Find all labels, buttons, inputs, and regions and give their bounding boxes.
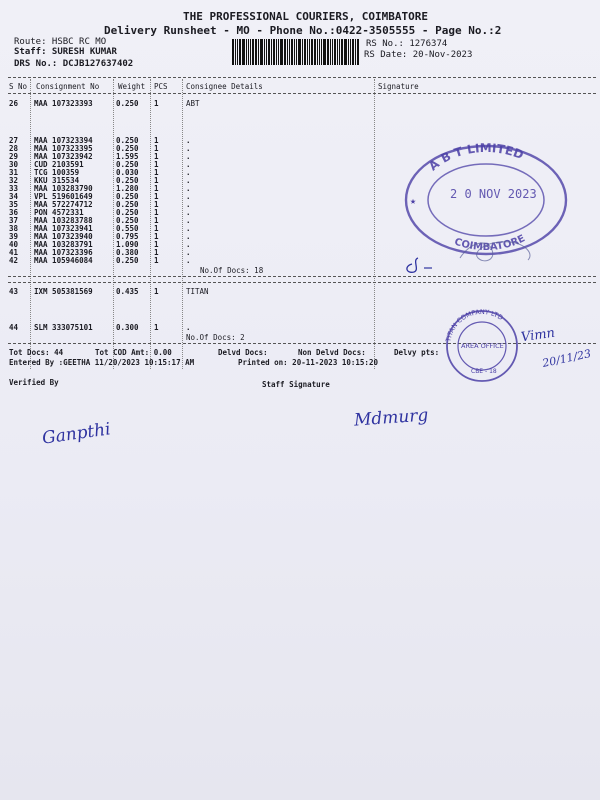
barcode-bar xyxy=(304,39,306,65)
col-weight: Weight xyxy=(118,82,146,91)
staff-signature: Mdmurg xyxy=(353,405,429,431)
group-rule xyxy=(8,282,596,283)
barcode-bar xyxy=(258,39,259,65)
barcode-bar xyxy=(341,39,343,65)
row-pcs: 1 xyxy=(154,99,159,108)
row-consignee: . xyxy=(186,144,191,153)
row-consignee: . xyxy=(186,240,191,249)
barcode-bar xyxy=(242,39,245,65)
barcode-bar xyxy=(302,39,303,65)
row-weight: 0.030 xyxy=(116,168,139,177)
barcode-bar xyxy=(266,39,267,65)
barcode-bar xyxy=(289,39,290,65)
row-weight: 0.795 xyxy=(116,232,139,241)
row-consignee: . xyxy=(186,256,191,265)
barcode-bar xyxy=(337,39,338,65)
rs-number: RS No.: 1276374 xyxy=(366,39,448,49)
row-sno: 35 xyxy=(9,200,19,209)
rs-date: RS Date: 20-Nov-2023 xyxy=(364,50,473,60)
row-weight: 0.250 xyxy=(116,192,139,201)
total-cod-amount: Tot COD Amt: 0.00 xyxy=(95,348,172,357)
row-weight: 1.280 xyxy=(116,184,139,193)
row-sno: 28 xyxy=(9,144,19,153)
row-sno: 37 xyxy=(9,216,19,225)
row-consignee: . xyxy=(186,232,191,241)
col-consignment-no: Consignment No xyxy=(36,82,100,91)
row-sno: 38 xyxy=(9,224,19,233)
row-consignment-no: MAA 107323941 xyxy=(34,224,93,233)
row-pcs: 1 xyxy=(154,256,159,265)
barcode-bar xyxy=(268,39,270,65)
row-weight: 0.250 xyxy=(116,200,139,209)
row-sno: 43 xyxy=(9,287,19,296)
row-consignment-no: PON 4572331 xyxy=(34,208,84,217)
barcode-bar xyxy=(330,39,331,65)
row-consignment-no: TCG 100359 xyxy=(34,168,80,177)
row-sno: 31 xyxy=(9,168,19,177)
barcode-bar xyxy=(252,39,254,65)
row-pcs: 1 xyxy=(154,192,159,201)
non-delivered-docs: Non Delvd Docs: xyxy=(298,348,366,357)
barcode-bar xyxy=(294,39,295,65)
barcode-bar xyxy=(287,39,288,65)
barcode-bar xyxy=(260,39,263,65)
barcode-bar xyxy=(246,39,247,65)
row-weight: 0.550 xyxy=(116,224,139,233)
row-consignment-no: VPL 519601649 xyxy=(34,192,93,201)
row-consignee: . xyxy=(186,208,191,217)
barcode-bar xyxy=(250,39,251,65)
row-consignment-no: MAA 103283788 xyxy=(34,216,93,225)
col-consignee-details: Consignee Details xyxy=(186,82,263,91)
barcode-bar xyxy=(273,39,275,65)
abt-stamp-bottom: COIMBATORE xyxy=(452,233,527,254)
row-consignee: . xyxy=(186,168,191,177)
header-rule-bottom xyxy=(8,93,596,94)
row-sno: 42 xyxy=(9,256,19,265)
barcode-bar xyxy=(339,39,340,65)
row-consignee: . xyxy=(186,224,191,233)
row-weight: 0.250 xyxy=(116,144,139,153)
row-pcs: 1 xyxy=(154,224,159,233)
row-sno: 40 xyxy=(9,240,19,249)
row-consignment-no: MAA 107323394 xyxy=(34,136,93,145)
row-sno: 26 xyxy=(9,99,19,108)
barcode-bar xyxy=(317,39,318,65)
barcode-bar xyxy=(334,39,336,65)
row-pcs: 1 xyxy=(154,160,159,169)
row-pcs: 1 xyxy=(154,208,159,217)
abt-stamp-top: A B T LIMITED xyxy=(425,140,526,174)
row-weight: 0.250 xyxy=(116,136,139,145)
barcode-bar xyxy=(278,39,279,65)
row-pcs: 1 xyxy=(154,184,159,193)
document-subtitle: Delivery Runsheet - MO - Phone No.:0422-3505555 - Page No.:2 xyxy=(104,24,502,37)
row-pcs: 1 xyxy=(154,240,159,249)
barcode-bar xyxy=(235,39,236,65)
row-consignment-no: MAA 107323395 xyxy=(34,144,93,153)
row-weight: 0.250 xyxy=(116,99,139,108)
row-pcs: 1 xyxy=(154,232,159,241)
barcode-bar xyxy=(276,39,277,65)
row-consignment-no: IXM 505381569 xyxy=(34,287,93,296)
barcode-bar xyxy=(311,39,313,65)
titan-handwritten-date: 20/11/23 xyxy=(541,347,593,370)
barcode-bar xyxy=(271,39,272,65)
drs-number: DRS No.: DCJB127637402 xyxy=(14,59,134,69)
verified-by-label: Verified By xyxy=(9,378,59,387)
row-weight: 0.250 xyxy=(116,256,139,265)
barcode-bar xyxy=(237,39,238,65)
barcode-bar xyxy=(319,39,320,65)
row-weight: 1.595 xyxy=(116,152,139,161)
row-consignee: . xyxy=(186,200,191,209)
row-sno: 34 xyxy=(9,192,19,201)
barcode-bar xyxy=(344,39,347,65)
titan-area-office-stamp xyxy=(440,308,524,384)
row-pcs: 1 xyxy=(154,216,159,225)
staff-label: Staff: SURESH KUMAR xyxy=(14,47,117,57)
row-consignment-no: MAA 107323396 xyxy=(34,248,93,257)
barcode-bar xyxy=(355,39,356,65)
row-weight: 0.250 xyxy=(116,208,139,217)
row-pcs: 1 xyxy=(154,248,159,257)
row-weight: 0.300 xyxy=(116,323,139,332)
total-docs: Tot Docs: 44 xyxy=(9,348,64,357)
route-label: Route: HSBC RC MO xyxy=(14,37,107,47)
barcode-bar xyxy=(357,39,359,65)
row-consignment-no: MAA 107323940 xyxy=(34,232,93,241)
row-sno: 30 xyxy=(9,160,19,169)
barcode-bar xyxy=(248,39,249,65)
barcode-bar xyxy=(321,39,322,65)
row-sno: 44 xyxy=(9,323,19,332)
row-consignment-no: MAA 103283791 xyxy=(34,240,93,249)
row-consignment-no: MAA 107323393 xyxy=(34,99,93,108)
barcode-bar xyxy=(314,39,316,65)
barcode-bar xyxy=(298,39,301,65)
barcode-bar xyxy=(307,39,308,65)
barcode-bar xyxy=(284,39,286,65)
barcode-bar xyxy=(291,39,293,65)
row-sno: 33 xyxy=(9,184,19,193)
barcode-bar xyxy=(232,39,234,65)
row-pcs: 1 xyxy=(154,168,159,177)
group-docs-count: No.Of Docs: 18 xyxy=(200,266,264,275)
table-row xyxy=(0,99,600,107)
barcode-bar xyxy=(323,39,326,65)
barcode-bar xyxy=(280,39,283,65)
row-sno: 36 xyxy=(9,208,19,217)
col-signature: Signature xyxy=(378,82,419,91)
col-sno: S No xyxy=(9,82,28,91)
star-icon: ★ xyxy=(410,196,417,207)
row-weight: 0.250 xyxy=(116,216,139,225)
row-consignee: . xyxy=(186,248,191,257)
titan-stamp-ring: TITAN COMPANY LTD xyxy=(444,308,505,343)
row-weight: 0.380 xyxy=(116,248,139,257)
row-weight: 0.250 xyxy=(116,160,139,169)
barcode-bar xyxy=(332,39,333,65)
staff-signature-label: Staff Signature xyxy=(262,380,330,389)
row-consignment-no: MAA 107323942 xyxy=(34,152,93,161)
barcode xyxy=(232,39,360,65)
row-consignee: TITAN xyxy=(186,287,209,296)
titan-stamp-center: AREA OFFICE xyxy=(461,342,504,350)
row-consignment-no: SLM 333075101 xyxy=(34,323,93,332)
row-sno: 27 xyxy=(9,136,19,145)
row-sno: 29 xyxy=(9,152,19,161)
row-consignee: . xyxy=(186,152,191,161)
row-weight: 0.435 xyxy=(116,287,139,296)
row-consignee: . xyxy=(186,192,191,201)
printed-on: Printed on: 20-11-2023 10:15:20 xyxy=(238,358,378,367)
titan-handwritten-signature: Vimn xyxy=(520,325,556,346)
barcode-bar xyxy=(350,39,351,65)
col-pcs: PCS xyxy=(154,82,168,91)
row-sno: 41 xyxy=(9,248,19,257)
delivery-points: Delvy pts: xyxy=(394,348,440,357)
row-consignee: . xyxy=(186,160,191,169)
barcode-bar xyxy=(348,39,349,65)
barcode-bar xyxy=(239,39,241,65)
row-consignee: . xyxy=(186,176,191,185)
barcode-bar xyxy=(327,39,329,65)
row-consignee: ABT xyxy=(186,99,200,108)
barcode-bar xyxy=(255,39,257,65)
row-consignment-no: CUD 2103591 xyxy=(34,160,84,169)
row-pcs: 1 xyxy=(154,200,159,209)
row-pcs: 1 xyxy=(154,176,159,185)
titan-stamp-bottom: CBE - 18 xyxy=(471,368,497,375)
row-consignment-no: MAA 572274712 xyxy=(34,200,93,209)
document-title: THE PROFESSIONAL COURIERS, COIMBATORE xyxy=(183,10,429,23)
abt-stamp-date: 2 0 NOV 2023 xyxy=(450,187,537,201)
row-sno: 39 xyxy=(9,232,19,241)
barcode-bar xyxy=(264,39,265,65)
row-pcs: 1 xyxy=(154,152,159,161)
row-weight: 0.250 xyxy=(116,176,139,185)
row-pcs: 1 xyxy=(154,287,159,296)
table-row xyxy=(0,287,600,295)
row-pcs: 1 xyxy=(154,323,159,332)
entered-by: Entered By :GEETHA 11/20/2023 10:15:17 AM xyxy=(9,358,195,367)
row-consignee: . xyxy=(186,216,191,225)
barcode-bar xyxy=(309,39,310,65)
row-consignment-no: KKU 315534 xyxy=(34,176,80,185)
row-consignee: . xyxy=(186,323,191,332)
abt-signature-scribble xyxy=(400,232,550,282)
row-sno: 32 xyxy=(9,176,19,185)
row-consignment-no: MAA 103283790 xyxy=(34,184,93,193)
row-pcs: 1 xyxy=(154,144,159,153)
row-consignment-no: MAA 105946084 xyxy=(34,256,93,265)
row-consignee: . xyxy=(186,136,191,145)
verified-by-signature: Ganpthi xyxy=(40,419,112,449)
row-consignee: . xyxy=(186,184,191,193)
barcode-bar xyxy=(296,39,297,65)
barcode-bar xyxy=(352,39,354,65)
row-pcs: 1 xyxy=(154,136,159,145)
group-docs-count: No.Of Docs: 2 xyxy=(186,333,245,342)
header-rule-top xyxy=(8,77,596,78)
delivered-docs: Delvd Docs: xyxy=(218,348,268,357)
row-weight: 1.090 xyxy=(116,240,139,249)
